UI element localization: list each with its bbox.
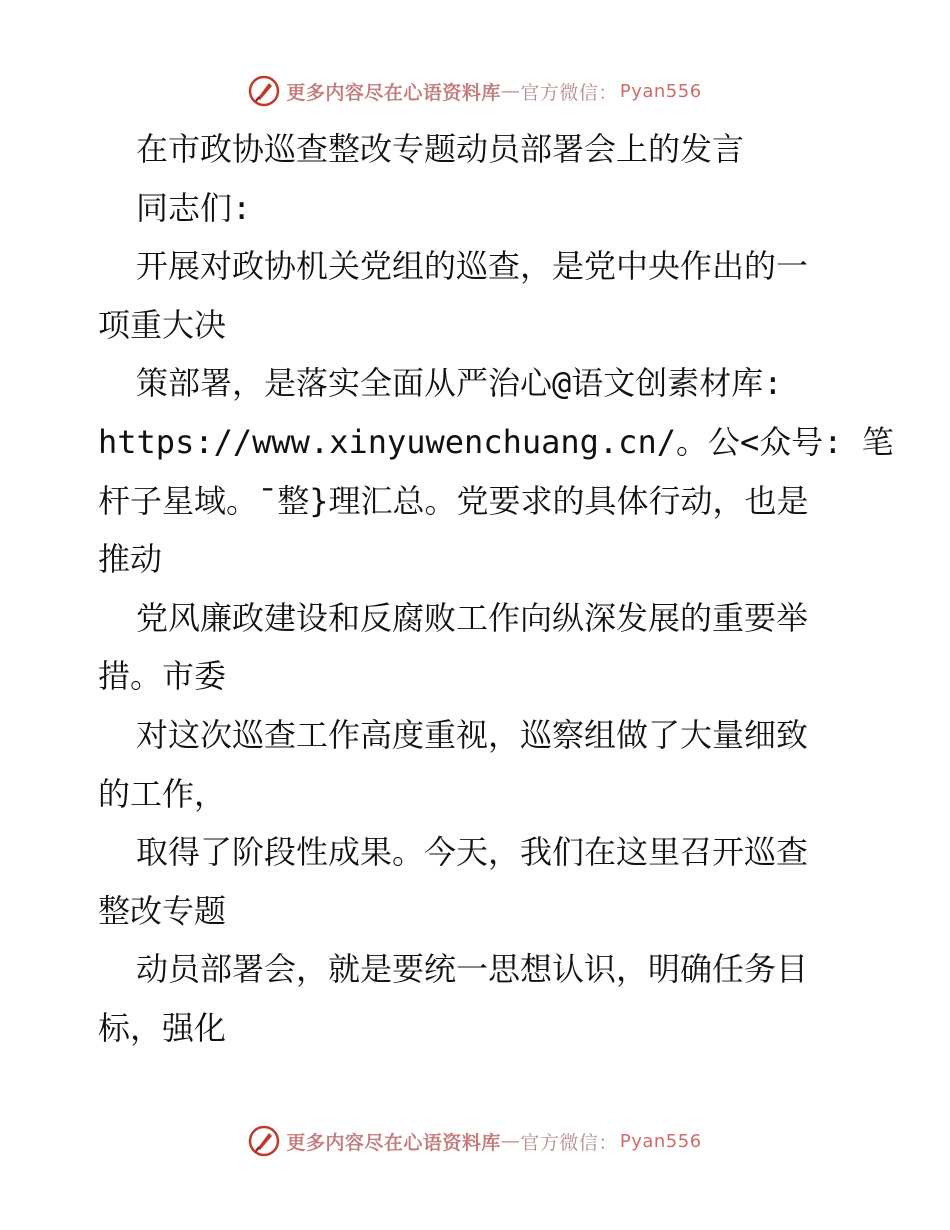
- quill-pen-logo-icon: [248, 1125, 280, 1157]
- paragraph-line: 措。市委: [98, 657, 227, 696]
- paragraph-line: 项重大决: [98, 305, 227, 344]
- watermark-wechat-id: Pyan556: [619, 80, 702, 102]
- paragraph-line: 党风廉政建设和反腐败工作向纵深发展的重要举: [136, 598, 809, 637]
- salutation: 同志们:: [136, 188, 252, 227]
- quill-pen-logo-icon: [248, 75, 280, 107]
- paragraph-line: 杆子星域。¯整}理汇总。党要求的具体行动，也是: [98, 481, 809, 520]
- watermark-separator: —: [500, 1130, 521, 1152]
- watermark-main-text: 更多内容尽在心语资料库: [286, 1131, 501, 1154]
- paragraph-line: 对这次巡查工作高度重视，巡察组做了大量细致: [136, 715, 809, 754]
- paragraph-line: 标，强化: [98, 1008, 227, 1047]
- watermark-wechat-id: Pyan556: [619, 1130, 702, 1152]
- paragraph-line: 策部署，是落实全面从严治心@语文创素材库:: [136, 364, 783, 403]
- document-body: [98, 120, 894, 1058]
- paragraph-line: 推动: [98, 540, 163, 579]
- watermark-banner-bottom: [0, 1121, 950, 1161]
- watermark-wechat-label: 官方微信：: [520, 1131, 618, 1154]
- paragraph-line: 取得了阶段性成果。今天，我们在这里召开巡查: [136, 833, 809, 872]
- paragraph-line: 开展对政协机关党组的巡查，是党中央作出的一: [136, 247, 809, 286]
- paragraph-line: 整改专题: [98, 891, 227, 930]
- watermark-wechat-label: 官方微信：: [520, 81, 618, 104]
- watermark-banner-top: [0, 71, 950, 111]
- paragraph-line: 动员部署会，就是要统一思想认识，明确任务目: [136, 950, 809, 989]
- paragraph-line: 的工作，: [98, 774, 227, 813]
- paragraph-line: https://www.xinyuwenchuang.cn/。公<众号: 笔: [98, 422, 894, 461]
- document-title: 在市政协巡查整改专题动员部署会上的发言: [136, 130, 745, 168]
- watermark-separator: —: [500, 80, 521, 102]
- watermark-main-text: 更多内容尽在心语资料库: [286, 81, 501, 104]
